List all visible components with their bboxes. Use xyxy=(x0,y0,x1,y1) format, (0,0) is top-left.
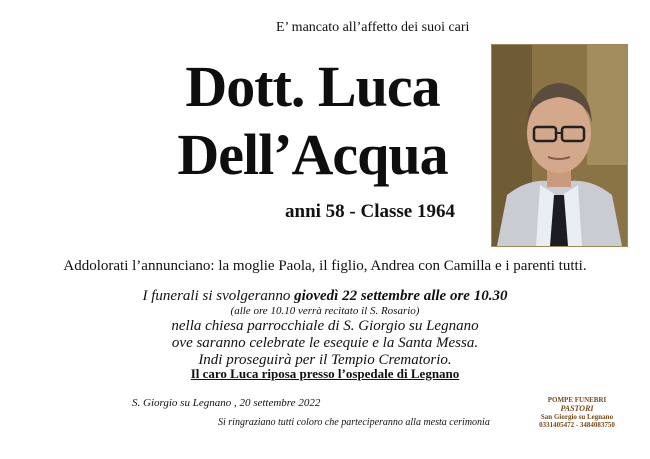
deceased-name-line2: Dell’Acqua xyxy=(177,122,448,187)
resting-place: Il caro Luca riposa presso l’ospedale di Legnano xyxy=(190,366,460,381)
funeral-agency xyxy=(536,396,618,429)
funeral-line1-prefix: I funerali si svolgeranno xyxy=(142,288,295,304)
deceased-name-line1: Dott. Luca xyxy=(185,54,440,119)
funeral-date-time: giovedì 22 settembre alle ore 10.30 xyxy=(294,288,508,304)
agency-phone: 0331405472 - 3484083750 xyxy=(539,421,615,430)
funeral-line3: nella chiesa parrocchiale di S. Giorgio su Legnano xyxy=(171,317,479,334)
funeral-line5: Indi proseguirà per il Tempio Crematorio. xyxy=(198,352,452,369)
agency-line1: POMPE FUNEBRI xyxy=(547,396,607,404)
rosary-note: (alle ore 10.10 verrà recitato il S. Rosario) xyxy=(230,305,420,318)
funeral-line4: ove saranno celebrate le esequie e la Santa Messa. xyxy=(171,335,479,352)
funeral-details xyxy=(0,288,650,370)
agency-name: PASTORI xyxy=(560,404,594,414)
agency-location: San Giorgio su Legnano xyxy=(540,413,614,422)
mourners-text: Addolorati l’annunciano: la moglie Paola, il figlio, Andrea con Camilla e i parenti tutti. xyxy=(63,258,587,274)
portrait-photo xyxy=(491,44,628,247)
age-line: anni 58 - Classe 1964 xyxy=(285,201,455,222)
place-date: S. Giorgio su Legnano , 20 settembre 2022 xyxy=(132,397,321,409)
funeral-line1 xyxy=(0,288,650,305)
thanks-text: Si ringraziano tutti coloro che parteciperanno alla mesta cerimonia xyxy=(218,417,490,428)
intro-text: E’ mancato all’affetto dei suoi cari xyxy=(276,20,470,35)
